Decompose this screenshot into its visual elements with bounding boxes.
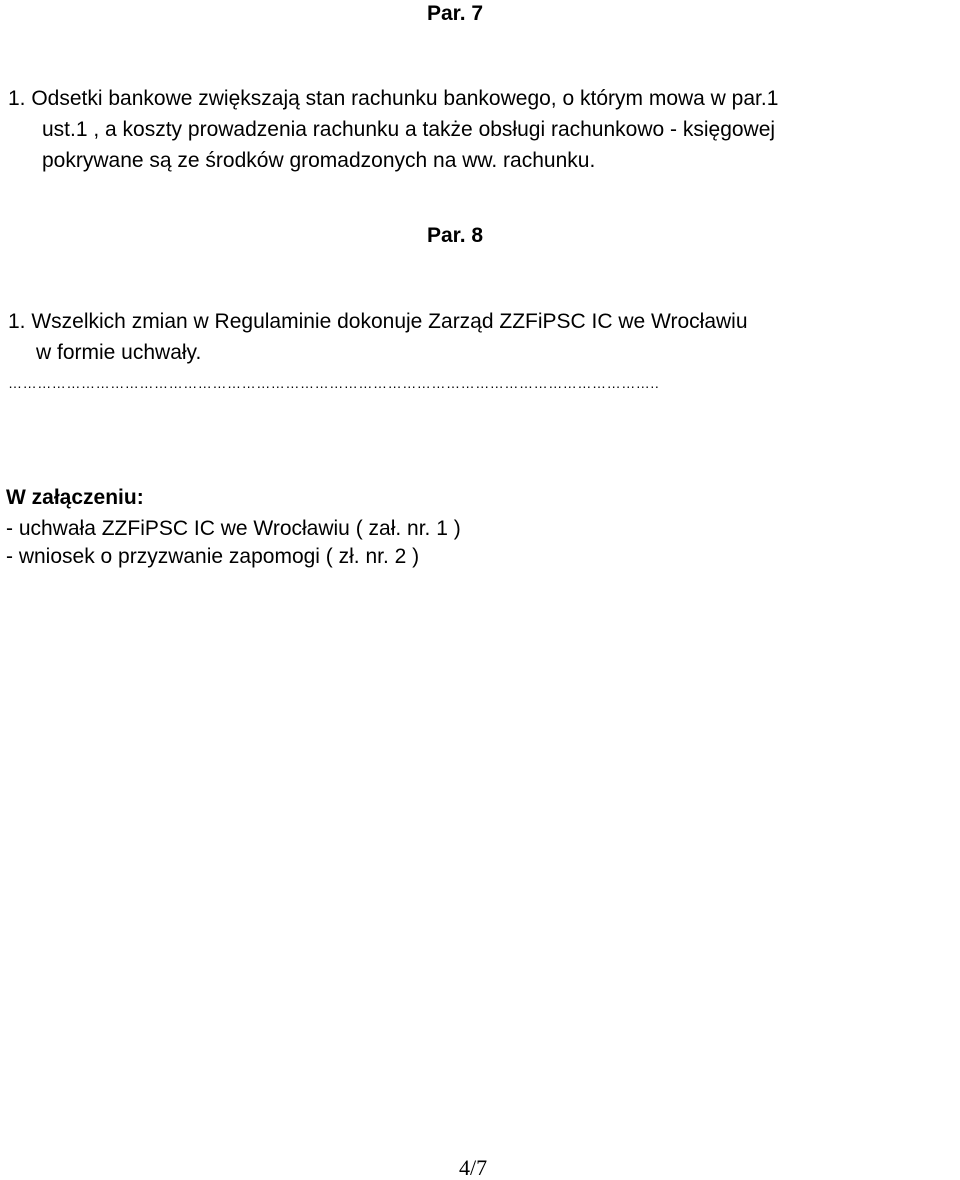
attachment-item-2: - wniosek o przyzwanie zapomogi ( zł. nr. 2 ) [6, 545, 420, 568]
par7-item1-line3: pokrywane są ze środków gromadzonych na ww. rachunku. [42, 149, 596, 172]
par8-item1-line2: w formie uchwały. [36, 341, 202, 364]
par7-item1-line2: ust.1 , a koszty prowadzenia rachunku a także obsługi rachunkowo - księgowej [42, 118, 776, 141]
section-heading-par8: Par. 8 [427, 224, 484, 247]
par7-item1-line1: 1. Odsetki bankowe zwiększają stan rachunku bankowego, o którym mowa w par.1 [8, 87, 779, 110]
page-number: 4/7 [459, 1155, 488, 1180]
section-heading-par7: Par. 7 [427, 2, 484, 25]
par8-item1-line1: 1. Wszelkich zmian w Regulaminie dokonuje Zarząd ZZFiPSC IC we Wrocławiu [8, 310, 748, 333]
attachments-heading: W załączeniu: [6, 486, 144, 509]
attachment-item-1: - uchwała ZZFiPSC IC we Wrocławiu ( zał. nr. 1 ) [6, 517, 461, 540]
dotted-separator: …………………………………………………………………………………………………………………….. [8, 375, 660, 391]
